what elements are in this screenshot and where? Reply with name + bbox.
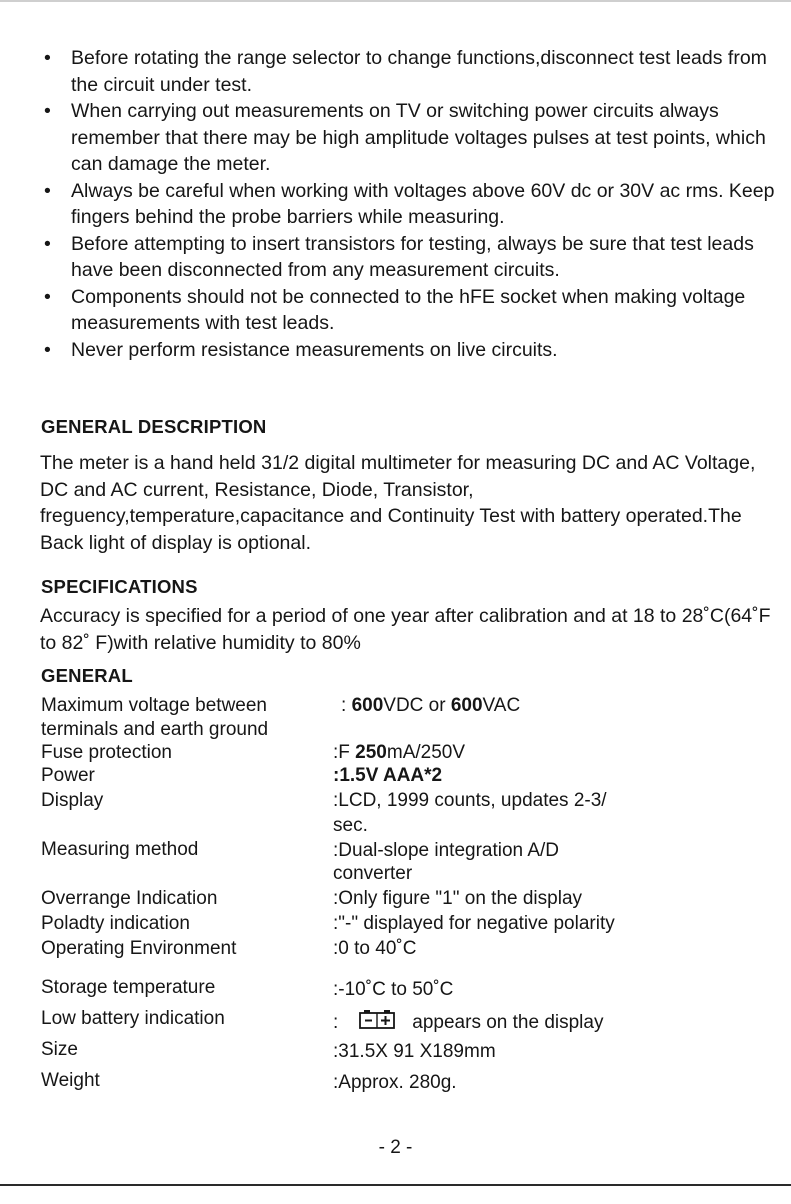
spec-value-environment: :0 to 40˚C xyxy=(333,938,417,959)
spec-label-line: Maximum voltage between xyxy=(41,695,267,716)
list-item xyxy=(0,231,791,284)
bullet-icon: • xyxy=(44,285,51,308)
top-rule xyxy=(0,0,791,2)
spec-value-fuse xyxy=(333,741,773,764)
spec-value-low-battery xyxy=(333,1009,773,1037)
bullet-text: Always be careful when working with voltages above 60V dc or 30V ac rms. Keep fingers behind the probe barriers while measuring. xyxy=(71,179,775,228)
spec-label-polarity: Poladty indication xyxy=(41,913,190,934)
spec-value-display: :LCD, 1999 counts, updates 2-3/ xyxy=(333,790,607,811)
list-item xyxy=(0,284,791,337)
spec-label-display: Display xyxy=(41,790,104,811)
spec-label-max-voltage xyxy=(41,694,267,717)
spec-value-bold: 600 xyxy=(450,695,483,716)
spec-label-size: Size xyxy=(41,1039,78,1060)
spec-value-max-voltage xyxy=(341,694,781,717)
list-item xyxy=(0,45,791,98)
spec-label-weight: Weight xyxy=(41,1070,100,1091)
spec-label-storage: Storage temperature xyxy=(41,977,216,998)
general-description-text: The meter is a hand held 31/2 digital multimeter for measuring DC and AC Voltage, DC and AC current, Resistance, Diode, Transistor, freguency,temperature,capacitance and Continuity Test with battery operated.The Back light of display is optional. xyxy=(40,452,756,554)
bullet-icon: • xyxy=(44,179,51,202)
bullet-text: Never perform resistance measurements on live circuits. xyxy=(71,338,558,361)
bullet-text: Before rotating the range selector to change functions,disconnect test leads from the circuit under test. xyxy=(71,47,767,96)
spec-value-power: :1.5V AAA*2 xyxy=(333,765,443,786)
spec-value-bold: 250 xyxy=(355,742,387,763)
bullet-text: Components should not be connected to the hFE socket when making voltage measurements with test leads. xyxy=(71,285,746,334)
spec-value-polarity: :"-" displayed for negative polarity xyxy=(333,913,615,934)
list-item xyxy=(0,98,791,178)
general-heading: GENERAL xyxy=(41,665,133,686)
spec-label-method: Measuring method xyxy=(41,839,199,860)
bottom-band xyxy=(0,1186,791,1204)
spec-label-overrange: Overrange Indication xyxy=(41,888,218,909)
bullet-icon: • xyxy=(44,47,51,69)
spec-prefix: : xyxy=(341,695,352,716)
spec-label-environment: Operating Environment xyxy=(41,938,237,959)
safety-bullet-list xyxy=(0,45,791,363)
bullet-icon: • xyxy=(44,232,51,255)
bullet-text: Before attempting to insert transistors for testing, always be sure that test leads have been disconnected from any measurement circuits. xyxy=(71,232,754,281)
spec-value-display-cont: sec. xyxy=(333,815,368,836)
spec-value-method: :Dual-slope integration A/D xyxy=(333,840,560,861)
spec-prefix: : xyxy=(333,1012,339,1033)
page-number: - 2 - xyxy=(378,1137,413,1158)
specifications-heading: SPECIFICATIONS xyxy=(41,576,198,597)
spec-label-low-battery: Low battery indication xyxy=(41,1008,225,1029)
spec-value-storage: :-10˚C to 50˚C xyxy=(333,979,454,1000)
spec-label-line: terminals and earth ground xyxy=(41,719,269,740)
spec-value-overrange: :Only figure "1" on the display xyxy=(333,888,583,909)
battery-icon xyxy=(358,1009,398,1037)
spec-prefix: :F xyxy=(333,742,356,763)
bullet-text: When carrying out measurements on TV or switching power circuits always remember that there may be high amplitude voltages pulses at test points, which can damage the meter. xyxy=(71,100,766,175)
spec-label-fuse: Fuse protection xyxy=(41,742,172,763)
list-item xyxy=(0,337,791,364)
spec-value-method-cont: converter xyxy=(333,863,413,884)
list-item xyxy=(0,178,791,231)
spec-value-text: VAC xyxy=(482,695,521,716)
spec-label-power: Power xyxy=(41,765,95,786)
spec-value-bold: 600 xyxy=(351,695,384,716)
spec-value-weight: :Approx. 280g. xyxy=(333,1072,457,1093)
spec-value-text: VDC or xyxy=(383,695,451,716)
bullet-icon: • xyxy=(44,100,51,122)
spec-value-text: mA/250V xyxy=(386,742,466,763)
spec-value-text: appears on the display xyxy=(412,1012,604,1033)
bullet-icon: • xyxy=(44,338,51,361)
specifications-text: Accuracy is specified for a period of one year after calibration and at 18 to 28˚C(64˚F to 82˚ F)with relative humidity to 80% xyxy=(40,605,771,654)
spec-value-size: :31.5X 91 X189mm xyxy=(333,1041,496,1062)
spec-label-max-voltage-cont xyxy=(41,718,268,741)
general-description-heading: GENERAL DESCRIPTION xyxy=(41,416,267,437)
